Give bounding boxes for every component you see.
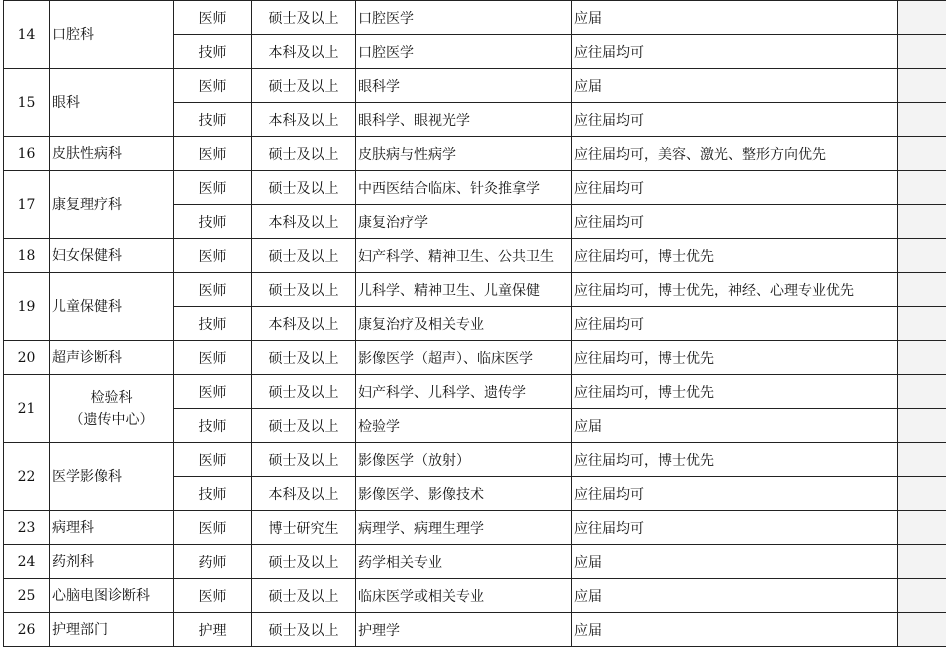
row-number: 20 (4, 341, 50, 375)
requirement-cell: 应届 (572, 1, 898, 35)
major-cell: 皮肤病与性病学 (356, 137, 572, 171)
requirement-cell: 应往届均可，博士优先 (572, 341, 898, 375)
position-cell: 技师 (174, 35, 252, 69)
department-name: 儿童保健科 (52, 298, 122, 315)
major-cell: 眼科学 (356, 69, 572, 103)
requirement-cell: 应届 (572, 69, 898, 103)
education-cell: 硕士及以上 (252, 579, 356, 613)
margin-cell (898, 273, 946, 307)
table-row (4, 239, 946, 273)
education-cell: 硕士及以上 (252, 375, 356, 409)
position-cell: 技师 (174, 205, 252, 239)
department-cell (50, 443, 174, 511)
major-cell: 临床医学或相关专业 (356, 579, 572, 613)
requirement-cell: 应届 (572, 613, 898, 647)
education-cell: 本科及以上 (252, 307, 356, 341)
position-cell: 护理 (174, 613, 252, 647)
margin-cell (898, 171, 946, 205)
department-name: 病理科 (52, 519, 94, 536)
row-number: 22 (4, 443, 50, 511)
requirement-cell: 应往届均可，博士优先 (572, 239, 898, 273)
department-cell (50, 341, 174, 375)
major-cell: 口腔医学 (356, 1, 572, 35)
position-cell: 技师 (174, 477, 252, 511)
education-cell: 硕士及以上 (252, 1, 356, 35)
major-cell: 中西医结合临床、针灸推拿学 (356, 171, 572, 205)
education-cell: 硕士及以上 (252, 409, 356, 443)
margin-cell (898, 443, 946, 477)
margin-cell (898, 511, 946, 545)
table-row (4, 613, 946, 647)
department-cell (50, 613, 174, 647)
department-name: 心脑电图诊断科 (52, 587, 150, 604)
row-number: 18 (4, 239, 50, 273)
department-cell (50, 1, 174, 69)
row-number: 26 (4, 613, 50, 647)
major-cell: 影像医学、影像技术 (356, 477, 572, 511)
major-cell: 病理学、病理生理学 (356, 511, 572, 545)
position-cell: 医师 (174, 375, 252, 409)
margin-cell (898, 409, 946, 443)
requirement-cell: 应届 (572, 409, 898, 443)
department-name: 眼科 (52, 94, 80, 111)
row-number: 24 (4, 545, 50, 579)
position-cell: 医师 (174, 171, 252, 205)
department-name: 妇女保健科 (52, 247, 122, 264)
margin-cell (898, 35, 946, 69)
position-cell: 医师 (174, 239, 252, 273)
table-row (4, 137, 946, 171)
margin-cell (898, 137, 946, 171)
margin-cell (898, 239, 946, 273)
position-cell: 医师 (174, 137, 252, 171)
major-cell: 护理学 (356, 613, 572, 647)
table-row (4, 375, 946, 409)
requirement-cell: 应届 (572, 545, 898, 579)
position-cell: 技师 (174, 307, 252, 341)
requirement-cell: 应往届均可 (572, 103, 898, 137)
education-cell: 硕士及以上 (252, 545, 356, 579)
department-cell (50, 273, 174, 341)
table-body (4, 1, 946, 647)
department-name: 皮肤性病科 (52, 145, 122, 162)
major-cell: 康复治疗学 (356, 205, 572, 239)
major-cell: 康复治疗及相关专业 (356, 307, 572, 341)
position-cell: 医师 (174, 69, 252, 103)
margin-cell (898, 69, 946, 103)
requirement-cell: 应往届均可，博士优先 (572, 375, 898, 409)
major-cell: 检验学 (356, 409, 572, 443)
margin-cell (898, 613, 946, 647)
education-cell: 本科及以上 (252, 205, 356, 239)
department-name: 药剂科 (52, 553, 94, 570)
department-cell (50, 375, 174, 443)
position-cell: 医师 (174, 579, 252, 613)
requirement-cell: 应往届均可 (572, 205, 898, 239)
margin-cell (898, 579, 946, 613)
table-row (4, 69, 946, 103)
department-name: 超声诊断科 (52, 349, 122, 366)
department-cell (50, 137, 174, 171)
requirement-cell: 应届 (572, 579, 898, 613)
row-number: 19 (4, 273, 50, 341)
row-number: 23 (4, 511, 50, 545)
recruitment-table (3, 0, 946, 647)
education-cell: 硕士及以上 (252, 341, 356, 375)
position-cell: 医师 (174, 1, 252, 35)
table-row (4, 579, 946, 613)
department-cell (50, 171, 174, 239)
requirement-cell: 应往届均可，博士优先 (572, 443, 898, 477)
department-name: 康复理疗科 (52, 196, 122, 213)
requirement-cell: 应往届均可 (572, 35, 898, 69)
department-name: 护理部门 (52, 621, 108, 638)
major-cell: 眼科学、眼视光学 (356, 103, 572, 137)
requirement-cell: 应往届均可 (572, 171, 898, 205)
education-cell: 博士研究生 (252, 511, 356, 545)
requirement-cell: 应往届均可 (572, 511, 898, 545)
department-cell (50, 579, 174, 613)
table-row (4, 273, 946, 307)
department-cell (50, 511, 174, 545)
requirement-cell: 应往届均可 (572, 307, 898, 341)
table-row (4, 443, 946, 477)
position-cell: 技师 (174, 409, 252, 443)
education-cell: 硕士及以上 (252, 443, 356, 477)
major-cell: 儿科学、精神卫生、儿童保健 (356, 273, 572, 307)
table-row (4, 511, 946, 545)
position-cell: 医师 (174, 273, 252, 307)
department-name: （遗传中心） (69, 411, 154, 428)
department-cell (50, 69, 174, 137)
position-cell: 药师 (174, 545, 252, 579)
education-cell: 硕士及以上 (252, 273, 356, 307)
table-row (4, 171, 946, 205)
row-number: 25 (4, 579, 50, 613)
margin-cell (898, 103, 946, 137)
table-row (4, 545, 946, 579)
education-cell: 硕士及以上 (252, 613, 356, 647)
margin-cell (898, 1, 946, 35)
education-cell: 本科及以上 (252, 103, 356, 137)
major-cell: 影像医学（放射） (356, 443, 572, 477)
major-cell: 妇产科学、儿科学、遗传学 (356, 375, 572, 409)
major-cell: 影像医学（超声）、临床医学 (356, 341, 572, 375)
requirement-cell: 应往届均可，博士优先，神经、心理专业优先 (572, 273, 898, 307)
education-cell: 硕士及以上 (252, 69, 356, 103)
margin-cell (898, 477, 946, 511)
margin-cell (898, 375, 946, 409)
education-cell: 本科及以上 (252, 35, 356, 69)
margin-cell (898, 307, 946, 341)
margin-cell (898, 341, 946, 375)
position-cell: 医师 (174, 511, 252, 545)
education-cell: 硕士及以上 (252, 171, 356, 205)
margin-cell (898, 545, 946, 579)
education-cell: 硕士及以上 (252, 239, 356, 273)
position-cell: 医师 (174, 341, 252, 375)
row-number: 14 (4, 1, 50, 69)
department-cell (50, 239, 174, 273)
position-cell: 医师 (174, 443, 252, 477)
department-cell (50, 545, 174, 579)
table-row (4, 341, 946, 375)
row-number: 15 (4, 69, 50, 137)
requirement-cell: 应往届均可，美容、激光、整形方向优先 (572, 137, 898, 171)
position-cell: 技师 (174, 103, 252, 137)
education-cell: 硕士及以上 (252, 137, 356, 171)
department-name: 口腔科 (52, 26, 94, 43)
table-row (4, 1, 946, 35)
row-number: 16 (4, 137, 50, 171)
row-number: 21 (4, 375, 50, 443)
department-name: 医学影像科 (52, 468, 122, 485)
margin-cell (898, 205, 946, 239)
requirement-cell: 应往届均可 (572, 477, 898, 511)
major-cell: 药学相关专业 (356, 545, 572, 579)
education-cell: 本科及以上 (252, 477, 356, 511)
major-cell: 口腔医学 (356, 35, 572, 69)
department-name: 检验科 (90, 389, 133, 406)
major-cell: 妇产科学、精神卫生、公共卫生 (356, 239, 572, 273)
row-number: 17 (4, 171, 50, 239)
